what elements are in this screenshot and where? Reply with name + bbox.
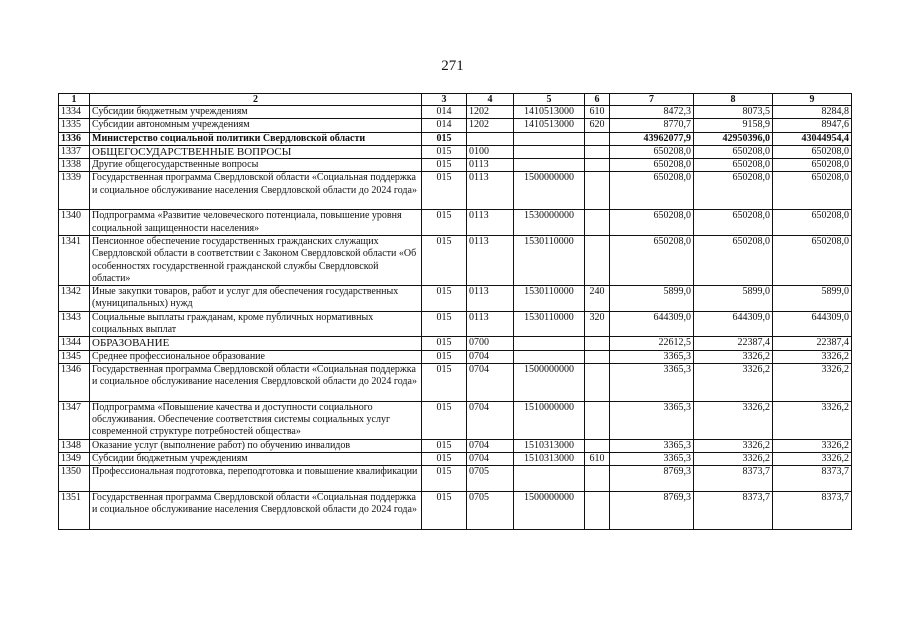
col8-value-cell: 8373,7 (694, 466, 773, 492)
table-row (59, 466, 852, 492)
table-row (59, 311, 852, 337)
table-row (59, 286, 852, 312)
col5-cell: 1530000000 (514, 210, 585, 236)
col5-cell (514, 466, 585, 492)
col6-cell (585, 439, 610, 452)
col8-value-cell: 650208,0 (694, 235, 773, 285)
row-number-cell: 1338 (59, 159, 90, 172)
col9-value-cell: 650208,0 (773, 235, 852, 285)
col8-value-cell: 9158,9 (694, 119, 773, 132)
col5-cell: 1510000000 (514, 401, 585, 439)
table-row (59, 159, 852, 172)
row-name-cell: Пенсионное обеспечение государственных гражданских служащих Свердловской области в соответствии с Законом Свердловской области «Об особенностях государственной гражданской службы Свердловской области» (90, 235, 422, 285)
header-cell: 2 (90, 94, 422, 106)
col7-value-cell: 650208,0 (610, 145, 694, 158)
col3-cell: 015 (422, 210, 467, 236)
col8-value-cell: 3326,2 (694, 439, 773, 452)
col9-value-cell: 3326,2 (773, 363, 852, 401)
col8-value-cell: 8373,7 (694, 491, 773, 529)
col7-value-cell: 650208,0 (610, 172, 694, 210)
col9-value-cell: 3326,2 (773, 453, 852, 466)
row-name-cell: Другие общегосударственные вопросы (90, 159, 422, 172)
row-number-cell: 1339 (59, 172, 90, 210)
col3-cell: 015 (422, 172, 467, 210)
row-number-cell: 1350 (59, 466, 90, 492)
col5-cell: 1410513000 (514, 119, 585, 132)
table-body (59, 106, 852, 530)
row-name-cell: Субсидии бюджетным учреждениям (90, 453, 422, 466)
row-name-cell: Подпрограмма «Развитие человеческого потенциала, повышение уровня социальной защищенности населения» (90, 210, 422, 236)
col9-value-cell: 3326,2 (773, 401, 852, 439)
row-number-cell: 1342 (59, 286, 90, 312)
row-number-cell: 1337 (59, 145, 90, 158)
col9-value-cell: 644309,0 (773, 311, 852, 337)
col6-cell (585, 235, 610, 285)
col7-value-cell: 8472,3 (610, 106, 694, 119)
col5-cell: 1530110000 (514, 286, 585, 312)
col5-cell: 1510313000 (514, 453, 585, 466)
col9-value-cell: 650208,0 (773, 159, 852, 172)
header-cell: 9 (773, 94, 852, 106)
col8-value-cell: 8073,5 (694, 106, 773, 119)
col3-cell: 015 (422, 350, 467, 363)
col3-cell: 014 (422, 106, 467, 119)
row-number-cell: 1343 (59, 311, 90, 337)
col7-value-cell: 3365,3 (610, 350, 694, 363)
col5-cell (514, 159, 585, 172)
table-row (59, 337, 852, 350)
table-row (59, 439, 852, 452)
col9-value-cell: 5899,0 (773, 286, 852, 312)
col5-cell (514, 145, 585, 158)
row-name-cell: Оказание услуг (выполнение работ) по обучению инвалидов (90, 439, 422, 452)
table-row (59, 453, 852, 466)
col6-cell: 620 (585, 119, 610, 132)
table-row (59, 106, 852, 119)
col3-cell: 015 (422, 401, 467, 439)
col4-cell: 0113 (467, 159, 514, 172)
row-number-cell: 1336 (59, 132, 90, 145)
table-row (59, 210, 852, 236)
row-number-cell: 1340 (59, 210, 90, 236)
table-row (59, 401, 852, 439)
col4-cell: 0113 (467, 311, 514, 337)
row-name-cell: Государственная программа Свердловской области «Социальная поддержка и социальное обслуживание населения Свердловской области до 2024 года» (90, 491, 422, 529)
col8-value-cell: 650208,0 (694, 210, 773, 236)
row-number-cell: 1348 (59, 439, 90, 452)
header-cell: 8 (694, 94, 773, 106)
col4-cell: 0704 (467, 439, 514, 452)
col9-value-cell: 3326,2 (773, 439, 852, 452)
col4-cell: 0704 (467, 453, 514, 466)
col4-cell: 1202 (467, 119, 514, 132)
col4-cell: 0704 (467, 350, 514, 363)
col6-cell (585, 401, 610, 439)
row-number-cell: 1351 (59, 491, 90, 529)
header-cell: 7 (610, 94, 694, 106)
table-row (59, 145, 852, 158)
row-name-cell: Среднее профессиональное образование (90, 350, 422, 363)
table-row (59, 132, 852, 145)
col4-cell: 0704 (467, 363, 514, 401)
col3-cell: 015 (422, 159, 467, 172)
row-name-cell: Иные закупки товаров, работ и услуг для обеспечения государственных (муниципальных) нужд (90, 286, 422, 312)
col5-cell: 1410513000 (514, 106, 585, 119)
row-name-cell: Государственная программа Свердловской области «Социальная поддержка и социальное обслуживание населения Свердловской области до 2024 года» (90, 363, 422, 401)
row-name-cell: Подпрограмма «Повышение качества и доступности социального обслуживания. Обеспечение соответствия системы социальных услуг современной структуре потребностей общества» (90, 401, 422, 439)
table-row (59, 172, 852, 210)
row-number-cell: 1335 (59, 119, 90, 132)
col9-value-cell: 43044954,4 (773, 132, 852, 145)
row-name-cell: Профессиональная подготовка, переподготовка и повышение квалификации (90, 466, 422, 492)
col9-value-cell: 22387,4 (773, 337, 852, 350)
header-cell: 1 (59, 94, 90, 106)
row-number-cell: 1346 (59, 363, 90, 401)
col7-value-cell: 3365,3 (610, 453, 694, 466)
col8-value-cell: 3326,2 (694, 401, 773, 439)
col5-cell: 1530110000 (514, 235, 585, 285)
col6-cell: 320 (585, 311, 610, 337)
col6-cell (585, 172, 610, 210)
col4-cell: 0704 (467, 401, 514, 439)
col6-cell: 240 (585, 286, 610, 312)
col8-value-cell: 3326,2 (694, 363, 773, 401)
col3-cell: 015 (422, 466, 467, 492)
col8-value-cell: 650208,0 (694, 159, 773, 172)
col4-cell: 0113 (467, 172, 514, 210)
page-number: 271 (441, 58, 464, 74)
col9-value-cell: 8284,8 (773, 106, 852, 119)
col3-cell: 015 (422, 363, 467, 401)
col7-value-cell: 8769,3 (610, 466, 694, 492)
table-row (59, 491, 852, 529)
col4-cell: 1202 (467, 106, 514, 119)
header-cell: 5 (514, 94, 585, 106)
row-number-cell: 1349 (59, 453, 90, 466)
col7-value-cell: 8769,3 (610, 491, 694, 529)
col7-value-cell: 650208,0 (610, 235, 694, 285)
col6-cell (585, 491, 610, 529)
row-number-cell: 1344 (59, 337, 90, 350)
col3-cell: 015 (422, 453, 467, 466)
col4-cell: 0100 (467, 145, 514, 158)
col3-cell: 015 (422, 337, 467, 350)
row-number-cell: 1347 (59, 401, 90, 439)
col7-value-cell: 644309,0 (610, 311, 694, 337)
col6-cell (585, 363, 610, 401)
col6-cell (585, 337, 610, 350)
col6-cell (585, 466, 610, 492)
col7-value-cell: 3365,3 (610, 401, 694, 439)
row-name-cell: Субсидии автономным учреждениям (90, 119, 422, 132)
col3-cell: 015 (422, 491, 467, 529)
budget-table (58, 93, 852, 530)
col7-value-cell: 8770,7 (610, 119, 694, 132)
col4-cell: 0705 (467, 491, 514, 529)
col6-cell: 610 (585, 453, 610, 466)
row-name-cell: Министерство социальной политики Свердловской области (90, 132, 422, 145)
col8-value-cell: 3326,2 (694, 350, 773, 363)
col4-cell (467, 132, 514, 145)
col6-cell (585, 159, 610, 172)
row-number-cell: 1334 (59, 106, 90, 119)
col9-value-cell: 3326,2 (773, 350, 852, 363)
col7-value-cell: 5899,0 (610, 286, 694, 312)
col8-value-cell: 650208,0 (694, 145, 773, 158)
row-name-cell: ОБРАЗОВАНИЕ (90, 337, 422, 350)
col7-value-cell: 43962077,9 (610, 132, 694, 145)
col3-cell: 015 (422, 439, 467, 452)
col3-cell: 015 (422, 145, 467, 158)
row-name-cell: Субсидии бюджетным учреждениям (90, 106, 422, 119)
col7-value-cell: 650208,0 (610, 210, 694, 236)
col6-cell (585, 145, 610, 158)
header-cell: 6 (585, 94, 610, 106)
col9-value-cell: 8373,7 (773, 491, 852, 529)
col7-value-cell: 22612,5 (610, 337, 694, 350)
col6-cell (585, 350, 610, 363)
col3-cell: 015 (422, 235, 467, 285)
col5-cell (514, 132, 585, 145)
col9-value-cell: 650208,0 (773, 210, 852, 236)
col3-cell: 014 (422, 119, 467, 132)
col4-cell: 0705 (467, 466, 514, 492)
col7-value-cell: 3365,3 (610, 363, 694, 401)
col9-value-cell: 8947,6 (773, 119, 852, 132)
header-cell: 4 (467, 94, 514, 106)
table-row (59, 119, 852, 132)
col9-value-cell: 650208,0 (773, 172, 852, 210)
header-cell: 3 (422, 94, 467, 106)
table-row (59, 363, 852, 401)
col4-cell: 0113 (467, 235, 514, 285)
col6-cell (585, 132, 610, 145)
col6-cell: 610 (585, 106, 610, 119)
col5-cell (514, 350, 585, 363)
col5-cell: 1510313000 (514, 439, 585, 452)
row-name-cell: Государственная программа Свердловской области «Социальная поддержка и социальное обслуживание населения Свердловской области до 2024 года» (90, 172, 422, 210)
col8-value-cell: 22387,4 (694, 337, 773, 350)
col5-cell: 1500000000 (514, 172, 585, 210)
col8-value-cell: 650208,0 (694, 172, 773, 210)
col5-cell: 1500000000 (514, 491, 585, 529)
col7-value-cell: 3365,3 (610, 439, 694, 452)
col3-cell: 015 (422, 311, 467, 337)
table-row (59, 235, 852, 285)
row-number-cell: 1341 (59, 235, 90, 285)
col3-cell: 015 (422, 132, 467, 145)
col7-value-cell: 650208,0 (610, 159, 694, 172)
col4-cell: 0113 (467, 210, 514, 236)
col4-cell: 0700 (467, 337, 514, 350)
col8-value-cell: 5899,0 (694, 286, 773, 312)
col3-cell: 015 (422, 286, 467, 312)
col5-cell (514, 337, 585, 350)
table-row (59, 350, 852, 363)
header-row (59, 94, 852, 106)
row-name-cell: Социальные выплаты гражданам, кроме публичных нормативных социальных выплат (90, 311, 422, 337)
row-name-cell: ОБЩЕГОСУДАРСТВЕННЫЕ ВОПРОСЫ (90, 145, 422, 158)
col8-value-cell: 42950396,0 (694, 132, 773, 145)
col9-value-cell: 8373,7 (773, 466, 852, 492)
col9-value-cell: 650208,0 (773, 145, 852, 158)
row-number-cell: 1345 (59, 350, 90, 363)
col4-cell: 0113 (467, 286, 514, 312)
col6-cell (585, 210, 610, 236)
col5-cell: 1530110000 (514, 311, 585, 337)
col5-cell: 1500000000 (514, 363, 585, 401)
col8-value-cell: 644309,0 (694, 311, 773, 337)
col8-value-cell: 3326,2 (694, 453, 773, 466)
